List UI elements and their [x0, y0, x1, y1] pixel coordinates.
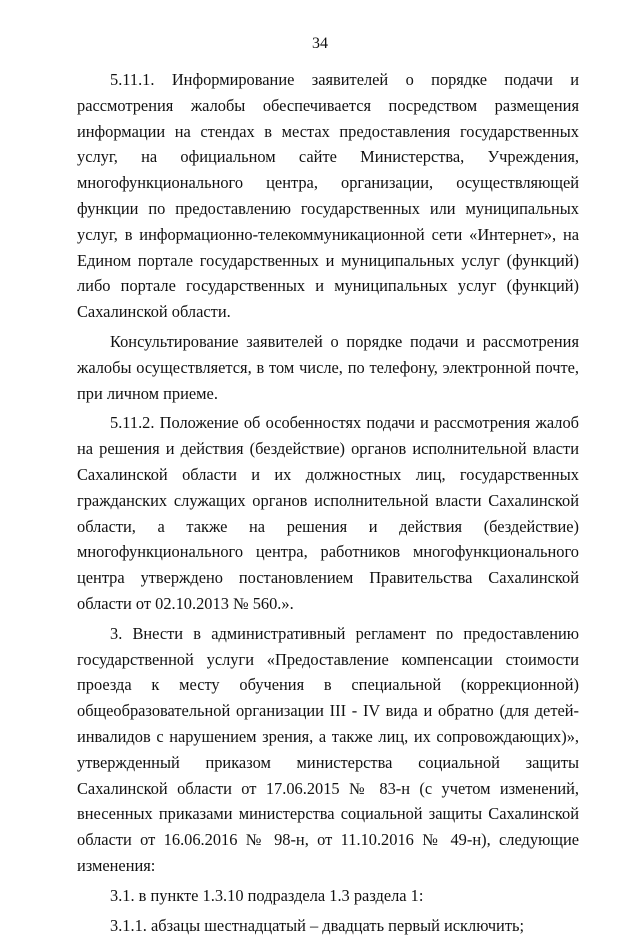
- document-body: [77, 67, 579, 942]
- paragraph-3-1: 3.1. в пункте 1.3.10 подраздела 1.3 раздела 1:: [110, 885, 424, 905]
- paragraph-3: 3. Внести в административный регламент по предоставлению госудаpственной услуги «Предоставление компенсации стоимости проезда к месту обучения в специальной (коррекционной) общеобразовательной организации III - IV вида и обратно (для детей-инвалидов с нарушением зрения, а также лиц, их сопровождающих)», утвержденный приказом министерства социальной защиты Сахалинской области от 17.06.2015 № 83-н (с учетом изменений, внесенных приказами министерства социальной защиты Сахалинской области от 16.06.2016 № 98-н, от 11.10.2016 № 49-н), следующие изменения:: [77, 623, 579, 875]
- paragraph-5-11-1: 5.11.1. Информирование заявителей о порядке подачи и рассмотрения жалобы обеспечивается посредством размещения информации на стендах в местах предоставления государственных услуг, на официальном сайте Министерства, Учреждения, многофункционального центра, организации, осуществляющей функции по предоставлению государственных или муниципальных услуг, в информационно-телекоммуникационной сети «Интернет», на Едином портале государственных и муниципальных услуг (функций) либо портале государственных и муниципальных услуг (функций) Сахалинской области.: [77, 70, 579, 322]
- paragraph-5-11-2: 5.11.2. Положение об особенностях подачи и рассмотрения жалоб на решения и действия (бездействие) органов исполнительной власти Сахалинской области и их должностных лиц, государственных гражданских служащих органов исполнительной власти Сахалинской области, а также на решения и действия (бездействие) многофункционального центра, работников многофункционального центра утверждено постановлением Правительства Сахалинской области от 02.10.2013 № 560.».: [77, 413, 579, 613]
- page-number: 34: [312, 35, 328, 52]
- paragraph-consultation: Консультирование заявителей о порядке подачи и рассмотрения жалобы осуществляется, в том числе, по телефону, электронной почте, при личном приеме.: [77, 331, 579, 403]
- paragraph-3-1-1: 3.1.1. абзацы шестнадцатый – двадцать первый исключить;: [110, 915, 525, 935]
